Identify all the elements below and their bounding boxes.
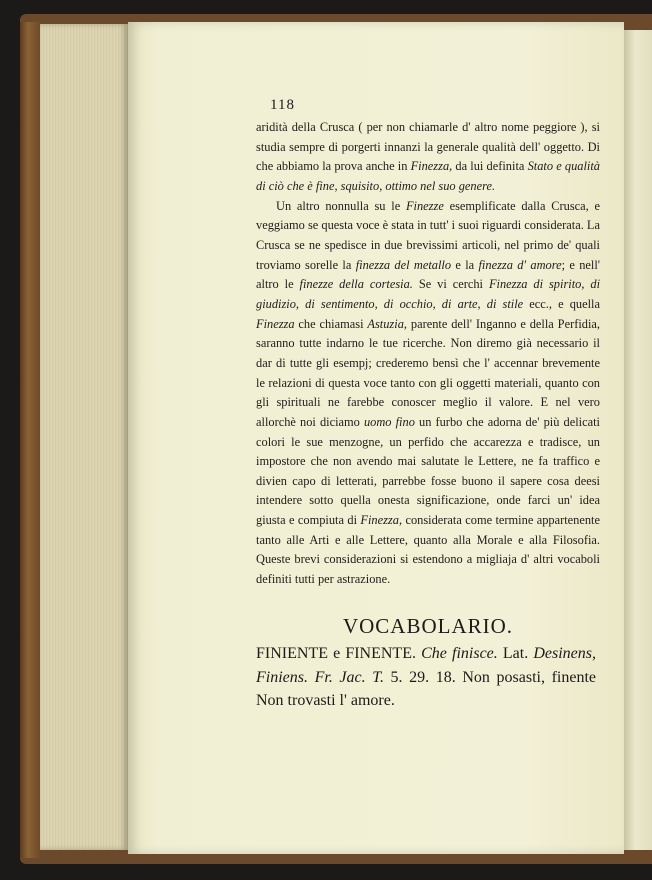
text-run: un furbo che adorna de' più delicati colori le sue menzogne, un perfido che accarezza e tradisce, un impostore che non avendo mai salutate le Lettere, ne fa traffico e divien capo di letterati, parrebbe fosse buono il sapere cosa deesi intendere sotto quella onesta significazione, onde farci un' idea giusta e compiuta di: [256, 414, 600, 528]
section-heading: VOCABOLARIO.: [342, 614, 514, 638]
text-run: ecc., e quella: [523, 296, 600, 311]
text-run: esemplificate dalla Crusca, e veggiamo se questa voce è stata in tutt' i suoi riguardi considerata. La Crusca se ne spedisce in due brevissimi articoli, nel primo de' quali troviamo sorelle la: [256, 198, 600, 272]
italic-run: Finezza: [256, 316, 295, 331]
text-run: , considerata come termine appartenente tanto alle Arti e alle Lettere, quanto alla Morale e alla Filosofia. Queste brevi considerazioni si estendono a migliaja d' altri vocaboli definiti tutti per astrazione.: [256, 513, 600, 587]
text-run: Lat.: [497, 645, 534, 662]
dictionary-entry: [256, 642, 596, 713]
italic-run: Astuzia: [367, 316, 404, 331]
page-number: 118: [270, 97, 295, 113]
italic-run: uomo fino: [363, 414, 415, 429]
text-run: 5. 29. 18. Non posasti, finente Non trovasti l' amore.: [256, 668, 597, 709]
italic-run: Finezza: [410, 159, 450, 174]
text-run: Un altro nonnulla su le: [276, 198, 406, 213]
entry-headword: FINIENTE e FINENTE.: [256, 645, 422, 662]
facing-page-edge: [624, 30, 652, 850]
italic-run: Finezze: [405, 198, 444, 213]
paragraph-2: [256, 197, 600, 590]
italic-run: finezze della cortesia.: [299, 277, 413, 292]
paragraph-1: [256, 118, 600, 197]
italic-run: finezza del metallo: [355, 257, 452, 272]
text-run: ; e nell' altro le: [256, 257, 601, 292]
body-text: [256, 118, 600, 590]
text-run: che chiamasi: [294, 316, 368, 331]
text-run: aridità della Crusca ( per non chiamarle d' altro nome peggiore ), si studia sempre di porgerti innanzi la generale qualità dell' oggetto. Di che abbiamo la prova anche in: [256, 120, 600, 174]
italic-run: Desinens, Finiens. Fr. Jac. T.: [256, 645, 596, 686]
italic-run: Finezza: [360, 513, 399, 528]
italic-run: Che finisce.: [421, 645, 498, 662]
text-run: Se vi cerchi: [412, 277, 489, 292]
text-run: , da lui definita: [449, 159, 528, 174]
italic-run: Stato e qualità di ciò che è fine, squisito, ottimo nel suo genere.: [256, 159, 600, 193]
text-run: e la: [451, 257, 479, 272]
text-run: , parente dell' Inganno e della Perfidia, saranno tutte indarno le tue ricerche. Non diremo già necessario il dar di tutte gli esempj; crederemo bensì che l' accennar brevemente le relazioni di questa voce tanto con gli oggetti materiali, quanto con gli spirituali ne farebbe conoscer meglio il valore. E nel vero allorchè noi diciamo: [256, 316, 600, 429]
italic-run: finezza d' amore: [478, 257, 562, 272]
book-spine-edge: [20, 22, 40, 858]
page-edges-stack: [40, 24, 128, 850]
italic-run: Finezza di spirito, di giudizio, di sentimento, di occhio, di arte, di stile: [256, 277, 601, 311]
